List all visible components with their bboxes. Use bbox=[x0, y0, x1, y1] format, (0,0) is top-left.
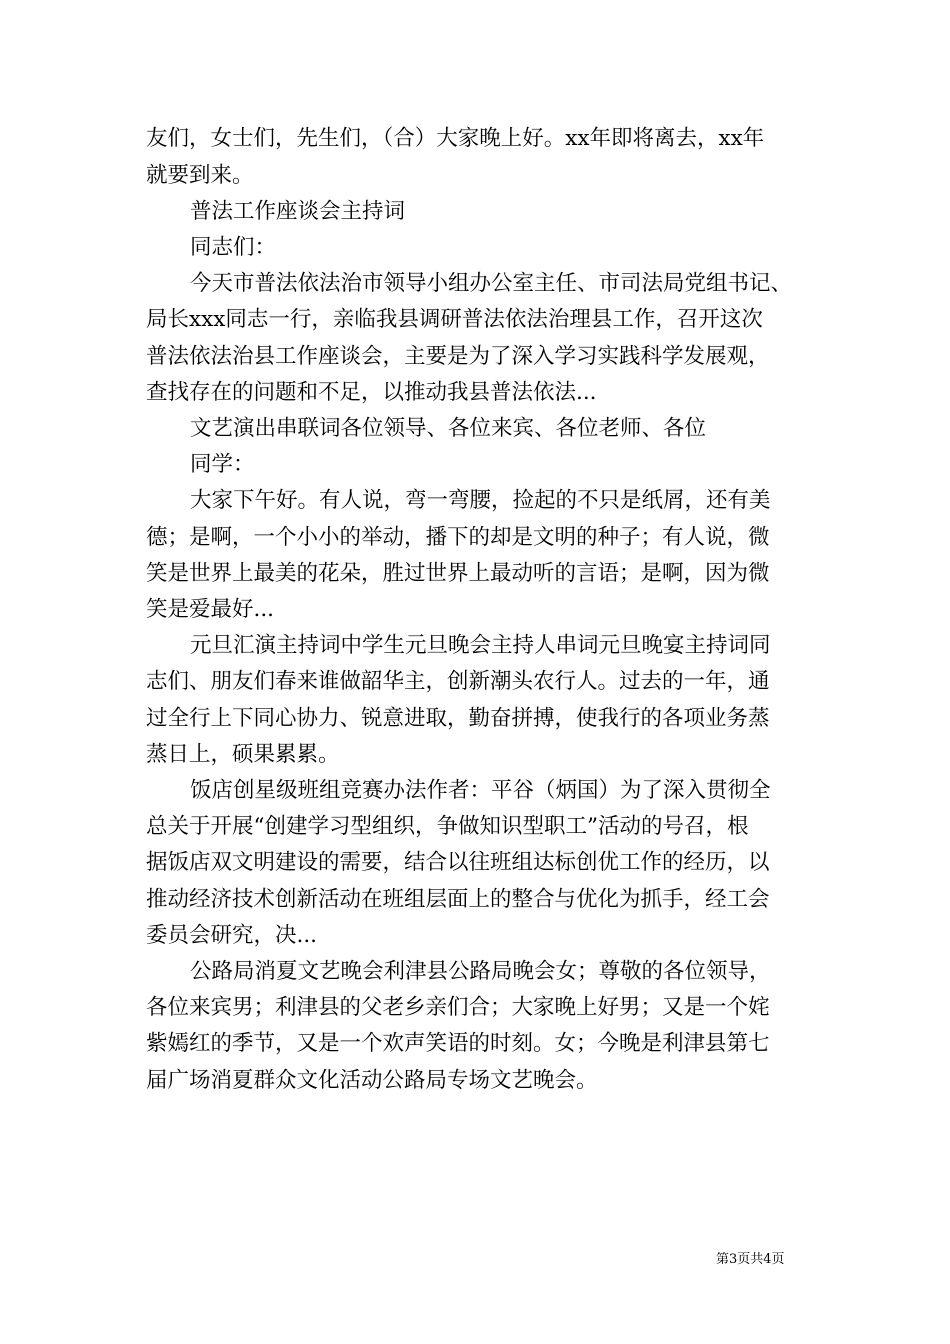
section-heading: 文艺演出串联词各位领导、各位来宾、各位老师、各位 bbox=[190, 416, 707, 441]
text-line: 志们、朋友们春来谁做韶华主，创新潮头农行人。过去的一年，通 bbox=[146, 669, 770, 694]
text-line: 届广场消夏群众文化活动公路局专场文艺晚会。 bbox=[146, 1068, 598, 1093]
text-line: 就要到来。 bbox=[146, 163, 254, 188]
text-line: 友们，女士们，先生们，（合）大家晚上好。xx年即将离去，xx年 bbox=[146, 126, 765, 151]
text-line: 据饭店双文明建设的需要，结合以往班组达标创优工作的经历，以 bbox=[146, 850, 770, 875]
text-line: 过全行上下同心协力、锐意进取，勤奋拼搏，使我行的各项业务蒸 bbox=[146, 706, 770, 731]
text-line: 德；是啊，一个小小的举动，播下的却是文明的种子；有人说，微 bbox=[146, 525, 770, 550]
text-line: 局长xxx同志一行，亲临我县调研普法依法治理县工作，召开这次 bbox=[146, 307, 763, 332]
text-line: 总关于开展“创建学习型组织，争做知识型职工”活动的号召，根 bbox=[146, 814, 749, 839]
text-line: 公路局消夏文艺晚会利津县公路局晚会女；尊敬的各位领导， bbox=[190, 959, 771, 984]
text-line: 饭店创星级班组竞赛办法作者：平谷（炳国）为了深入贯彻全 bbox=[190, 778, 771, 803]
salutation: 同学： bbox=[190, 452, 255, 477]
text-line: 元旦汇演主持词中学生元旦晚会主持人串词元旦晚宴主持词同 bbox=[190, 633, 771, 658]
section-heading: 普法工作座谈会主持词 bbox=[190, 199, 406, 224]
text-line: 委员会研究，决... bbox=[146, 923, 318, 948]
text-line: 大家下午好。有人说，弯一弯腰，捡起的不只是纸屑，还有美 bbox=[190, 488, 771, 513]
text-line: 蒸日上，硕果累累。 bbox=[146, 742, 340, 767]
text-line: 笑是爱最好... bbox=[146, 597, 275, 622]
text-line: 紫嫣红的季节，又是一个欢声笑语的时刻。女；今晚是利津县第七 bbox=[146, 1031, 770, 1056]
text-line: 查找存在的问题和不足，以推动我县普法依法... bbox=[146, 380, 597, 405]
text-line: 推动经济技术创新活动在班组层面上的整合与优化为抓手，经工会 bbox=[146, 887, 770, 912]
text-line: 今天市普法依法治市领导小组办公室主任、市司法局党组书记、 bbox=[190, 271, 793, 296]
text-line: 笑是世界上最美的花朵，胜过世界上最动听的言语；是啊，因为微 bbox=[146, 561, 770, 586]
page-number: 第3页共4页 bbox=[716, 1252, 785, 1267]
salutation: 同志们： bbox=[190, 235, 277, 260]
text-line: 各位来宾男；利津县的父老乡亲们合；大家晚上好男；又是一个姹 bbox=[146, 995, 770, 1020]
text-line: 普法依法治县工作座谈会，主要是为了深入学习实践科学发展观， bbox=[146, 344, 770, 369]
